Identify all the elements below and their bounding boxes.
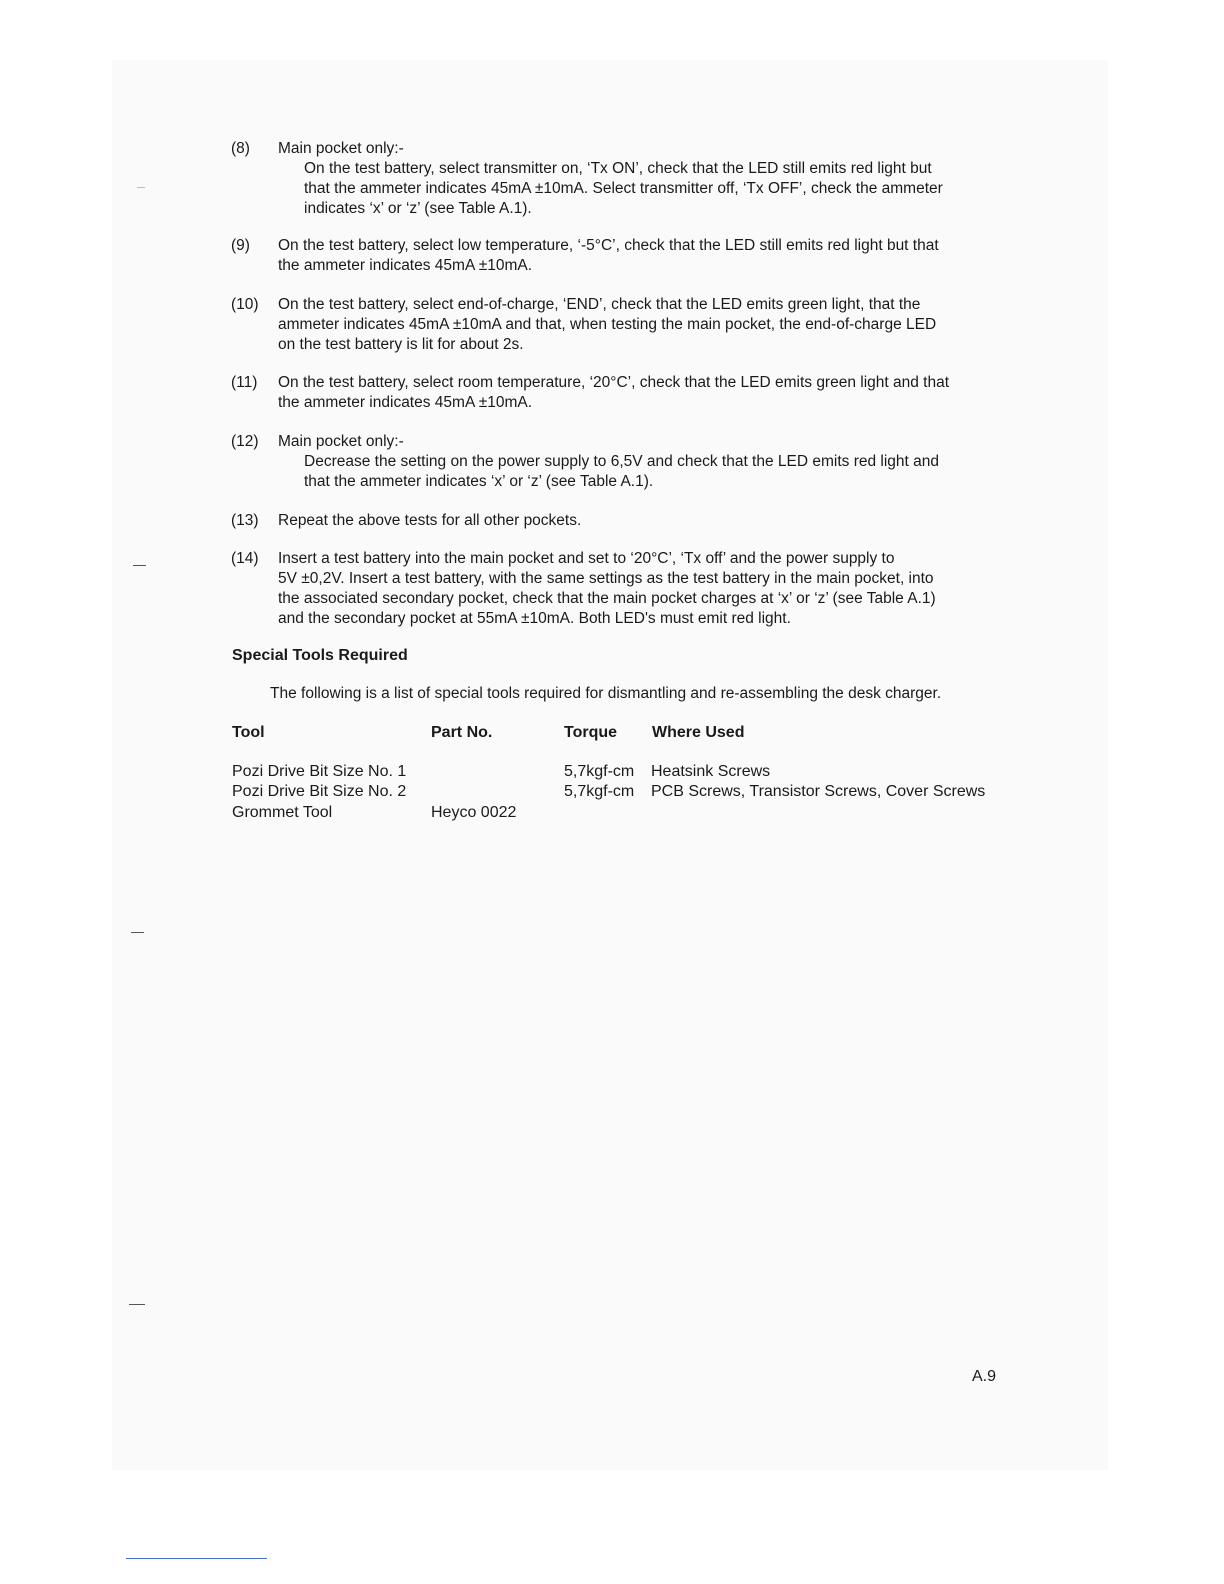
step-text-line: On the test battery, select low temperature, ‘-5°C’, check that the LED still emits red light but that bbox=[278, 237, 939, 254]
column-header-tool: Tool bbox=[232, 724, 265, 741]
step-text-line: Insert a test battery into the main pocket and set to ‘20°C’, ‘Tx off’ and the power supply to bbox=[278, 550, 895, 567]
step-text-line: the ammeter indicates 45mA ±10mA. bbox=[278, 257, 533, 274]
cell-where-used: PCB Screws, Transistor Screws, Cover Screws bbox=[651, 783, 986, 800]
column-header-part-no: Part No. bbox=[431, 724, 493, 741]
step-text-line: that the ammeter indicates ‘x’ or ‘z’ (see Table A.1). bbox=[304, 473, 654, 490]
column-header-where-used: Where Used bbox=[652, 724, 745, 741]
step-number: (14) bbox=[231, 550, 259, 567]
scan-mark bbox=[129, 1304, 145, 1305]
step-text-line: the ammeter indicates 45mA ±10mA. bbox=[278, 394, 533, 411]
step-text-line: 5V ±0,2V. Insert a test battery, with the same settings as the test battery in the main pocket, into bbox=[278, 570, 934, 587]
cell-where-used: Heatsink Screws bbox=[651, 763, 771, 780]
step-text-line: Repeat the above tests for all other pockets. bbox=[278, 512, 582, 529]
step-text-line: on the test battery is lit for about 2s. bbox=[278, 336, 524, 353]
scan-mark bbox=[137, 187, 145, 188]
cell-part-no: Heyco 0022 bbox=[431, 804, 517, 821]
page-number: A.9 bbox=[972, 1368, 997, 1385]
cell-tool: Pozi Drive Bit Size No. 2 bbox=[232, 783, 407, 800]
step-text-line: On the test battery, select end-of-charge, ‘END’, check that the LED emits green light, that the bbox=[278, 296, 921, 313]
step-text-line: that the ammeter indicates 45mA ±10mA. Select transmitter off, ‘Tx OFF’, check the ammeter bbox=[304, 180, 943, 197]
step-lead: Main pocket only:- bbox=[278, 140, 404, 157]
step-number: (8) bbox=[231, 140, 250, 157]
footer-rule bbox=[126, 1558, 267, 1559]
scan-mark bbox=[131, 932, 144, 933]
step-number: (12) bbox=[231, 433, 259, 450]
step-text-line: ammeter indicates 45mA ±10mA and that, when testing the main pocket, the end-of-charge LED bbox=[278, 316, 937, 333]
step-text-line: indicates ‘x’ or ‘z’ (see Table A.1). bbox=[304, 200, 532, 217]
cell-torque: 5,7kgf-cm bbox=[564, 783, 635, 800]
step-text-line: and the secondary pocket at 55mA ±10mA. Both LED's must emit red light. bbox=[278, 610, 791, 627]
step-number: (13) bbox=[231, 512, 259, 529]
special-tools-intro: The following is a list of special tools required for dismantling and re-assembling the desk charger. bbox=[270, 685, 942, 702]
step-text-line: On the test battery, select transmitter on, ‘Tx ON’, check that the LED still emits red light but bbox=[304, 160, 932, 177]
step-number: (11) bbox=[231, 374, 258, 391]
scan-mark bbox=[133, 565, 146, 566]
step-text-line: On the test battery, select room temperature, ‘20°C’, check that the LED emits green light and that bbox=[278, 374, 950, 391]
step-text-line: the associated secondary pocket, check that the main pocket charges at ‘x’ or ‘z’ (see Table A.1) bbox=[278, 590, 936, 607]
step-number: (9) bbox=[231, 237, 250, 254]
cell-tool: Pozi Drive Bit Size No. 1 bbox=[232, 763, 407, 780]
step-number: (10) bbox=[231, 296, 259, 313]
step-lead: Main pocket only:- bbox=[278, 433, 404, 450]
step-text-line: Decrease the setting on the power supply to 6,5V and check that the LED emits red light and bbox=[304, 453, 940, 470]
cell-torque: 5,7kgf-cm bbox=[564, 763, 635, 780]
column-header-torque: Torque bbox=[564, 724, 618, 741]
special-tools-heading: Special Tools Required bbox=[232, 647, 408, 664]
cell-tool: Grommet Tool bbox=[232, 804, 333, 821]
